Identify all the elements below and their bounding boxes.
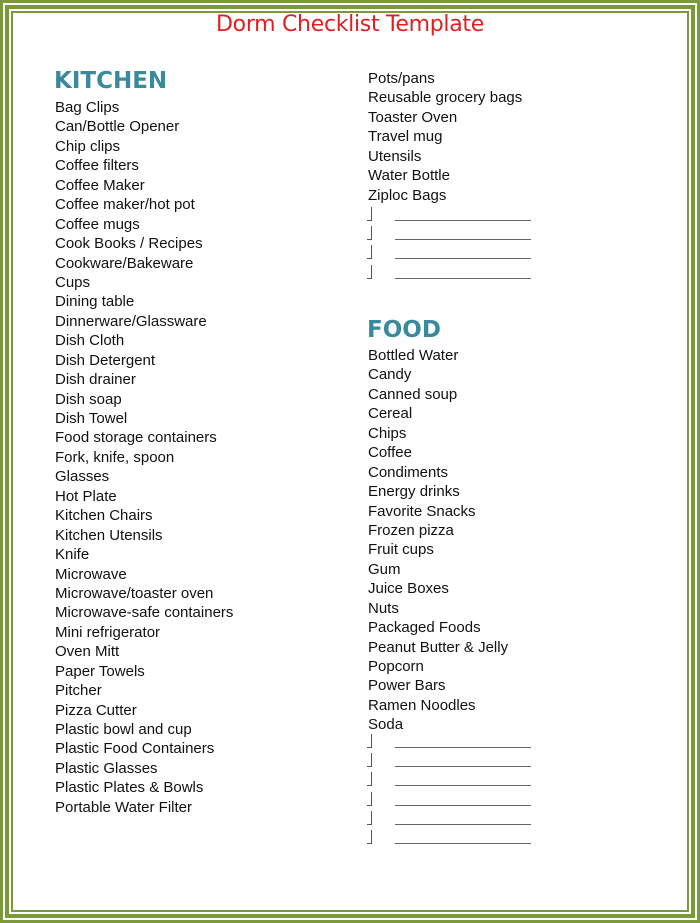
checklist-item: Coffee filters <box>55 157 139 175</box>
checklist-item: Dish soap <box>55 390 122 408</box>
checklist-item: Coffee mugs <box>55 215 140 233</box>
checklist-item: Coffee Maker <box>55 176 145 194</box>
checklist-item: Dining table <box>55 293 135 311</box>
checkbox-mark-icon <box>367 226 372 240</box>
checkbox-mark-icon <box>367 265 372 279</box>
blank-line[interactable] <box>395 843 531 844</box>
checklist-item: Dish Detergent <box>55 351 156 369</box>
checklist-item: Bag Clips <box>55 99 120 116</box>
checkbox-mark-icon <box>367 830 372 844</box>
kitchen-list <box>55 98 233 817</box>
checklist-item: Canned soup <box>368 385 458 403</box>
checklist-item: Cook Books / Recipes <box>55 235 203 253</box>
checklist-item: Popcorn <box>368 658 424 675</box>
checklist-item: Bottled Water <box>368 347 459 364</box>
checklist-item: Pitcher <box>55 682 102 700</box>
blank-checklist-item[interactable] <box>367 226 537 245</box>
checklist-item: Mini refrigerator <box>55 623 161 641</box>
checklist-item: Plastic Food Containers <box>55 740 215 758</box>
blank-checklist-item[interactable] <box>367 207 537 226</box>
checklist-item: Dish Towel <box>55 410 128 427</box>
checklist-item: Energy drinks <box>368 483 460 501</box>
blank-line[interactable] <box>395 785 531 786</box>
blank-checklist-item[interactable] <box>367 734 537 753</box>
checklist-item: Cups <box>55 273 91 291</box>
checklist-item: Ramen Noodles <box>368 696 476 714</box>
checklist-item: Plastic Plates & Bowls <box>55 779 204 797</box>
checklist-item: Chip clips <box>55 137 121 155</box>
checklist-item: Soda <box>368 716 404 734</box>
blank-checklist-item[interactable] <box>367 265 537 284</box>
checklist-item: Knife <box>55 546 90 564</box>
checklist-item: Frozen pizza <box>368 521 454 539</box>
blank-checklist-item[interactable] <box>367 772 537 791</box>
checklist-item: Oven Mitt <box>55 643 120 661</box>
checkbox-mark-icon <box>367 772 372 786</box>
blank-line[interactable] <box>395 258 531 259</box>
blank-line[interactable] <box>395 805 531 806</box>
blank-checklist-item[interactable] <box>367 792 537 811</box>
blank-line[interactable] <box>395 239 531 240</box>
checklist-item: Water Bottle <box>368 167 450 185</box>
food-heading: FOOD <box>367 317 441 343</box>
checkbox-mark-icon <box>367 245 372 259</box>
blank-line[interactable] <box>395 220 531 221</box>
checklist-item: Juice Boxes <box>368 580 449 598</box>
checklist-item: Microwave/toaster oven <box>55 584 214 602</box>
checklist-item: Kitchen Utensils <box>55 526 163 544</box>
blank-line[interactable] <box>395 747 531 748</box>
checklist-item: Ziploc Bags <box>368 186 447 204</box>
blank-checklist-item[interactable] <box>367 830 537 849</box>
checklist-item: Utensils <box>368 147 422 165</box>
checklist-item: Chips <box>368 424 407 442</box>
food-list <box>368 346 508 735</box>
blank-line[interactable] <box>395 824 531 825</box>
checkbox-mark-icon <box>367 753 372 767</box>
page-title: Dorm Checklist Template <box>216 12 484 37</box>
checklist-item: Travel mug <box>368 128 443 146</box>
checklist-item: Food storage containers <box>55 429 217 447</box>
checklist-item: Pots/pans <box>368 70 435 87</box>
kitchen-heading: KITCHEN <box>54 68 168 94</box>
checklist-item: Packaged Foods <box>368 619 481 637</box>
checklist-item: Cookware/Bakeware <box>55 254 194 272</box>
checklist-item: Peanut Butter & Jelly <box>368 638 509 656</box>
checklist-item: Paper Towels <box>55 662 145 680</box>
checklist-item: Reusable grocery bags <box>368 89 523 107</box>
checkbox-mark-icon <box>367 207 372 221</box>
checklist-item: Glasses <box>55 468 110 486</box>
checklist-item: Favorite Snacks <box>368 502 476 520</box>
blank-checklist-item[interactable] <box>367 245 537 264</box>
checklist-item: Hot Plate <box>55 487 117 505</box>
checklist-item: Portable Water Filter <box>55 798 192 816</box>
checklist-item: Cereal <box>368 405 413 423</box>
checklist-item: Dinnerware/Glassware <box>55 312 207 330</box>
checklist-item: Coffee maker/hot pot <box>55 196 195 214</box>
checklist-item: Microwave-safe containers <box>55 604 234 622</box>
checklist-item: Dish Cloth <box>55 332 125 350</box>
checklist-item: Power Bars <box>368 677 446 695</box>
checklist-item: Toaster Oven <box>368 108 458 126</box>
checklist-item: Nuts <box>368 599 399 617</box>
checklist-item: Dish drainer <box>55 371 136 389</box>
blank-checklist-item[interactable] <box>367 753 537 772</box>
checklist-item: Kitchen Chairs <box>55 507 153 525</box>
checklist-item: Candy <box>368 366 412 384</box>
checkbox-mark-icon <box>367 734 372 748</box>
checklist-item: Plastic bowl and cup <box>55 721 192 738</box>
checklist-item: Fruit cups <box>368 541 434 559</box>
checklist-item: Microwave <box>55 565 127 583</box>
checklist-item: Plastic Glasses <box>55 759 158 777</box>
checklist-item: Condiments <box>368 463 449 481</box>
checklist-item: Fork, knife, spoon <box>55 448 175 466</box>
checklist-item: Pizza Cutter <box>55 701 137 719</box>
checklist-item: Can/Bottle Opener <box>55 118 180 136</box>
checkbox-mark-icon <box>367 792 372 806</box>
checkbox-mark-icon <box>367 811 372 825</box>
checklist-item: Gum <box>368 560 401 578</box>
blank-line[interactable] <box>395 766 531 767</box>
blank-checklist-item[interactable] <box>367 811 537 830</box>
kitchen-list-continued <box>368 69 522 205</box>
blank-line[interactable] <box>395 278 531 279</box>
food-blank-lines <box>367 734 537 849</box>
kitchen-blank-lines <box>367 207 537 284</box>
checklist-item: Coffee <box>368 444 412 462</box>
